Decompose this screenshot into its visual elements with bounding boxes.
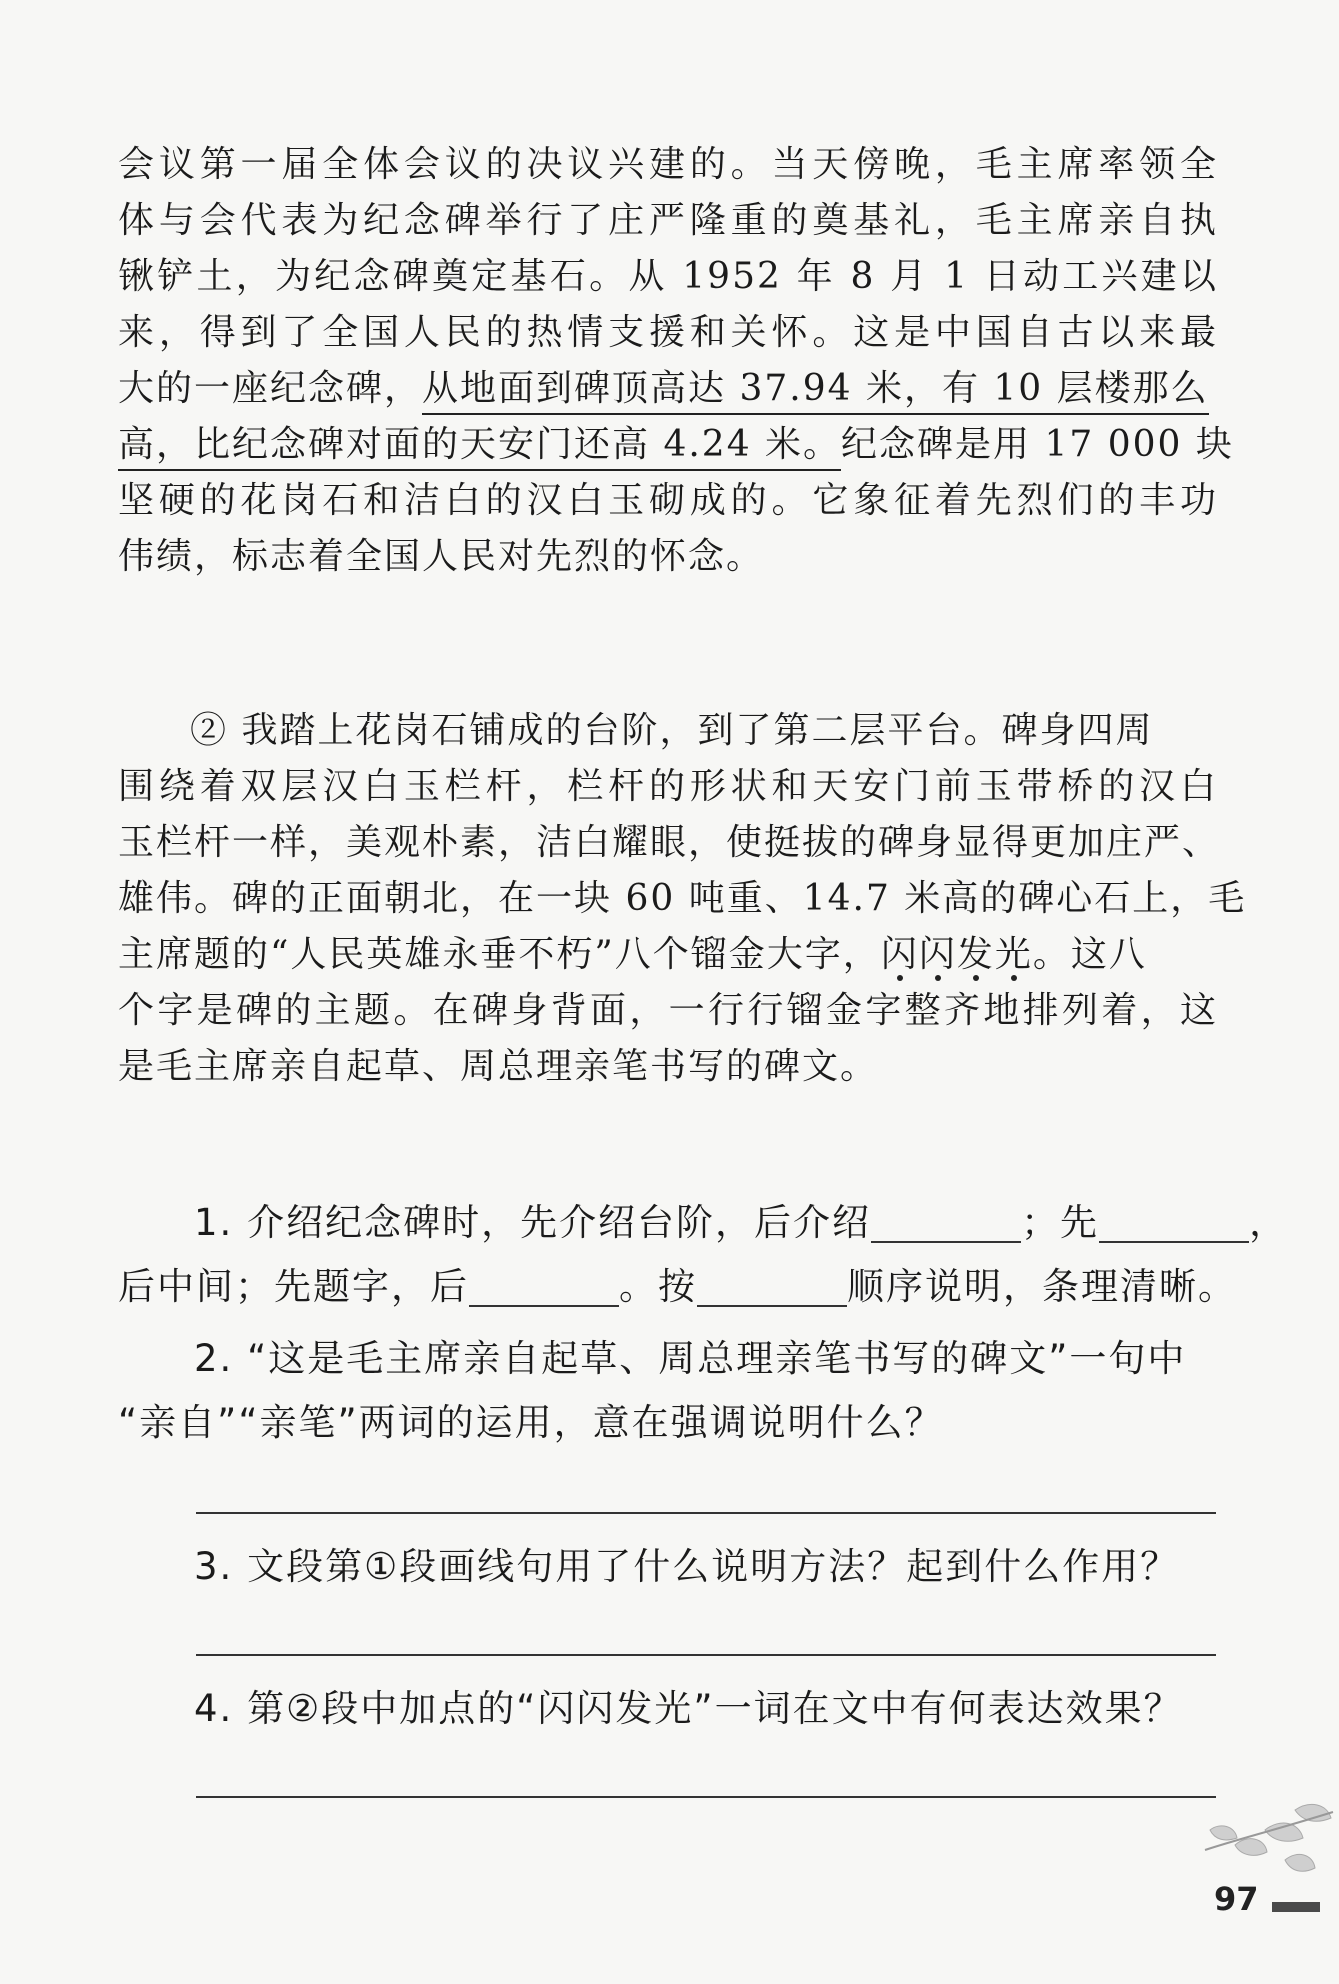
question-text: ；先 xyxy=(1021,1201,1100,1244)
answer-blank[interactable] xyxy=(697,1261,847,1307)
passage-text: 纪念碑是用 17 000 块 xyxy=(841,424,1234,465)
page-number: 97 xyxy=(1214,1880,1259,1918)
underlined-sentence: 高，比纪念碑对面的天安门还高 4.24 米。 xyxy=(118,424,841,471)
passage-line: 会议第一届全体会议的决议兴建的。当天傍晚，毛主席率领全 xyxy=(118,144,1218,185)
passage-text: 主席题的“人民英雄永垂不朽”八个镏金大字， xyxy=(118,934,881,975)
passage-line: 个字是碑的主题。在碑身背面，一行行镏金字整齐地排列着，这 xyxy=(118,990,1218,1031)
answer-line-3[interactable] xyxy=(196,1654,1216,1656)
question-text: 1. 介绍纪念碑时，先介绍台阶，后介绍 xyxy=(194,1201,872,1244)
question-line xyxy=(118,1252,1237,1322)
emphasis-dot-char: 光 xyxy=(994,934,1033,975)
emphasis-dot-char: 闪 xyxy=(880,934,919,975)
page-number-bar xyxy=(1272,1902,1320,1912)
question-line: “亲自”“亲笔”两词的运用，意在强调说明什么？ xyxy=(118,1401,944,1444)
question-line xyxy=(194,1188,1288,1258)
passage-line: 坚硬的花岗石和洁白的汉白玉砌成的。它象征着先烈们的丰功 xyxy=(118,480,1218,521)
answer-blank[interactable] xyxy=(1099,1197,1249,1243)
answer-line-2[interactable] xyxy=(196,1512,1216,1514)
question-text: 顺序说明，条理清晰。 xyxy=(847,1265,1237,1308)
emphasis-dot-char: 闪 xyxy=(918,934,957,975)
passage-line: 雄伟。碑的正面朝北，在一块 60 吨重、14.7 米高的碑心石上，毛 xyxy=(118,878,1247,919)
question-text: ， xyxy=(1249,1201,1289,1244)
question-text: 。按 xyxy=(619,1265,697,1308)
passage-line: 体与会代表为纪念碑举行了庄严隆重的奠基礼，毛主席亲自执 xyxy=(118,200,1218,241)
question-text: 后中间；先题字，后 xyxy=(118,1265,469,1308)
question-line: 2. “这是毛主席亲自起草、周总理亲笔书写的碑文”一句中 xyxy=(194,1337,1187,1380)
question-line: 4. 第②段中加点的“闪闪发光”一词在文中有何表达效果？ xyxy=(194,1687,1183,1730)
emphasis-dot-char: 发 xyxy=(956,934,995,975)
answer-blank[interactable] xyxy=(871,1197,1021,1243)
passage-text: 大的一座纪念碑， xyxy=(118,368,423,409)
passage-line: 围绕着双层汉白玉栏杆，栏杆的形状和天安门前玉带桥的汉白 xyxy=(118,766,1218,807)
passage-line: 锹铲土，为纪念碑奠定基石。从 1952 年 8 月 1 日动工兴建以 xyxy=(118,256,1218,297)
passage-line: 来，得到了全国人民的热情支援和关怀。这是中国自古以来最 xyxy=(118,312,1218,353)
passage-line: ② 我踏上花岗石铺成的台阶，到了第二层平台。碑身四周 xyxy=(190,710,1154,751)
passage-line: 伟绩，标志着全国人民对先烈的怀念。 xyxy=(118,536,765,577)
underlined-sentence: 从地面到碑顶高达 37.94 米，有 10 层楼那么 xyxy=(422,368,1209,415)
question-line: 3. 文段第①段画线句用了什么说明方法？起到什么作用？ xyxy=(194,1545,1180,1588)
answer-line-4[interactable] xyxy=(196,1796,1216,1798)
passage-line: 是毛主席亲自起草、周总理亲笔书写的碑文。 xyxy=(118,1046,879,1087)
passage-text: 。这八 xyxy=(1032,934,1147,975)
passage-line: 玉栏杆一样，美观朴素，洁白耀眼，使挺拔的碑身显得更加庄严、 xyxy=(118,822,1221,863)
answer-blank[interactable] xyxy=(469,1261,619,1307)
